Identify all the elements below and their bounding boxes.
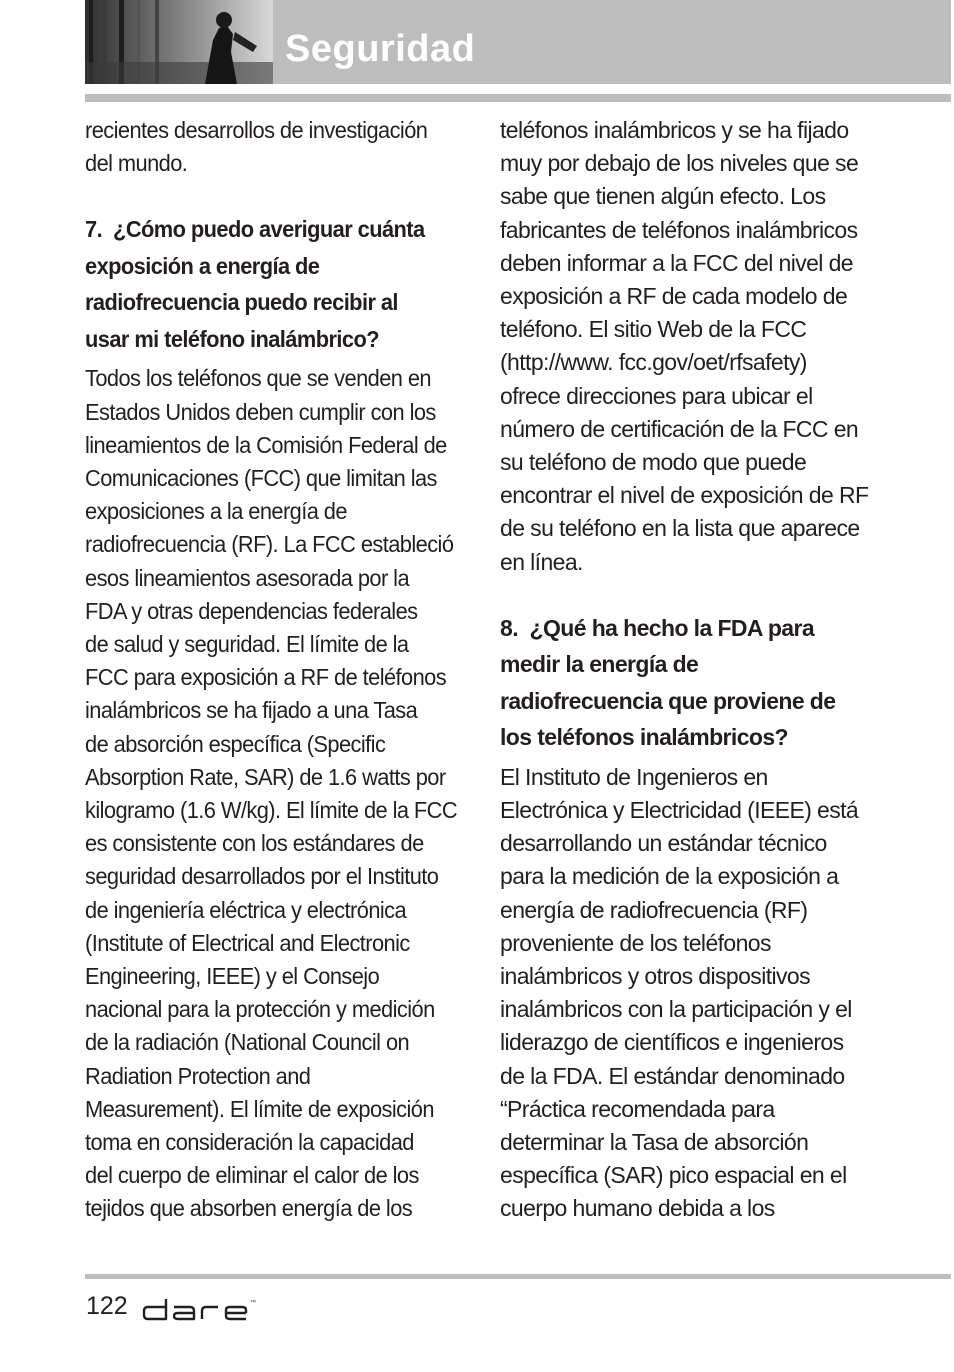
right-column <box>500 114 872 1226</box>
answer-8-paragraph: El Instituto de Ingenieros en Electrónica y Electricidad (IEEE) está desarrollando un estándar técnico para la medición de la exposición a energía de radiofrecuencia (RF) proveniente de los teléfonos inalámbricos y otros dispositivos inalámbricos con la participación y el liderazgo de científicos e ingenieros de la FDA. El estándar denominado “Práctica recomendada para determinar la Tasa de absorción específica (SAR) pico espacial en el cuerpo humano debida a los <box>500 763 859 1222</box>
footer-divider <box>85 1274 951 1279</box>
svg-text:™: ™ <box>250 1300 256 1306</box>
answer-7-paragraph: Todos los teléfonos que se venden en Estados Unidos deben cumplir con los lineamientos de la Comisión Federal de Comunicaciones (FCC) que limitan las exposiciones a la energía de radiofrecuencia (RF). La FCC estableció esos lineamientos asesorada por la FDA y otras dependencias federales de salud y seguridad. El límite de la FCC para exposición a RF de teléfonos inalámbricos se ha fijado a una Tasa de absorción específica (Specific Absorption Rate, SAR) de 1.6 watts por kilogramo (1.6 W/kg). El límite de la FCC es consistente con los estándares de seguridad desarrollados por el Instituto de ingeniería eléctrica y electrónica (Institute of Electrical and Electronic Engineering, IEEE) y el Consejo nacional para la protección y medición de la radiación (National Council on Radiation Protection and Measurement). El límite de exposición toma en consideración la capacidad del cuerpo de eliminar el calor de los tejidos que absorben energía de los <box>85 365 458 1222</box>
left-column <box>85 114 458 1226</box>
brand-logo <box>142 1296 262 1322</box>
question-7-heading: 7. ¿Cómo puedo averiguar cuánta exposición a energía de radiofrecuencia puedo recibir al usar mi teléfono inalámbrico? <box>85 216 425 352</box>
header-divider <box>85 94 951 102</box>
continued-paragraph: teléfonos inalámbricos y se ha fijado muy por debajo de los niveles que se sabe que tienen algún efecto. Los fabricantes de teléfonos inalámbricos deben informar a la FCC del nivel de exposición a RF de cada modelo de teléfono. El sitio Web de la FCC (http://www. fcc.gov/oet/rfsafety) ofrece direcciones para ubicar el número de certificación de la FCC en su teléfono de modo que puede encontrar el nivel de exposición de RF de su teléfono en la lista que aparece en línea. <box>500 117 869 575</box>
page-title: Seguridad <box>285 28 476 70</box>
header-photo <box>85 0 273 84</box>
intro-paragraph: recientes desarrollos de investigación del mundo. <box>85 117 428 177</box>
page-number: 122 <box>86 1292 128 1320</box>
header-banner <box>85 0 951 84</box>
question-8-heading: 8. ¿Qué ha hecho la FDA para medir la energía de radiofrecuencia que proviene de los teléfonos inalámbricos? <box>500 614 836 751</box>
